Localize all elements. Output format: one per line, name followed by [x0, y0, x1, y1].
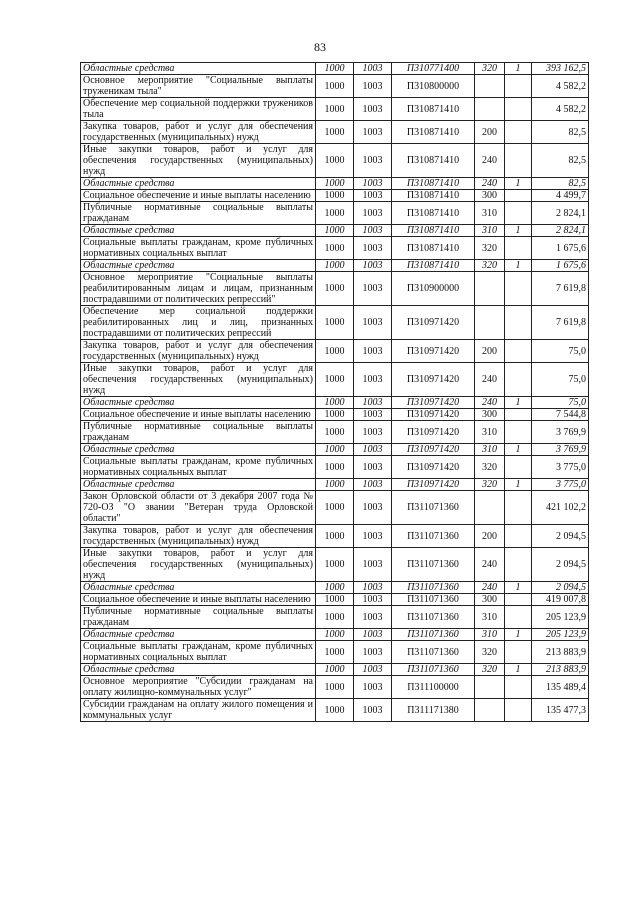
expense-type-cell	[475, 306, 505, 340]
target-article-cell: П311071360	[392, 641, 475, 664]
section-code-cell: 1000	[316, 306, 354, 340]
table-row	[81, 237, 589, 260]
amount-cell: 82,5	[532, 121, 589, 144]
table-row	[81, 606, 589, 629]
target-article-cell: П311071360	[392, 594, 475, 606]
item-name-cell: Областные средства	[81, 397, 316, 409]
expense-type-cell	[475, 699, 505, 722]
subsection-code-cell: 1003	[354, 525, 392, 548]
subsection-code-cell: 1003	[354, 190, 392, 202]
target-article-cell: П310871410	[392, 178, 475, 190]
target-article-cell: П311171380	[392, 699, 475, 722]
regional-funds-row	[81, 178, 589, 190]
funding-source-cell	[505, 606, 532, 629]
amount-cell: 1 675,6	[532, 237, 589, 260]
funding-source-cell	[505, 548, 532, 582]
item-name-cell: Публичные нормативные социальные выплаты гражданам	[81, 606, 316, 629]
item-name-cell: Субсидии гражданам на оплату жилого помещения и коммунальных услуг	[81, 699, 316, 722]
section-code-cell: 1000	[316, 594, 354, 606]
amount-cell: 75,0	[532, 340, 589, 363]
target-article-cell: П310971420	[392, 306, 475, 340]
expense-type-cell: 200	[475, 340, 505, 363]
section-code-cell: 1000	[316, 75, 354, 98]
target-article-cell: П311071360	[392, 548, 475, 582]
amount-cell: 82,5	[532, 144, 589, 178]
target-article-cell: П310871410	[392, 144, 475, 178]
expense-type-cell: 300	[475, 594, 505, 606]
budget-table-body	[81, 63, 589, 722]
subsection-code-cell: 1003	[354, 548, 392, 582]
funding-source-cell: 1	[505, 629, 532, 641]
expense-type-cell	[475, 491, 505, 525]
section-code-cell: 1000	[316, 444, 354, 456]
section-code-cell: 1000	[316, 525, 354, 548]
funding-source-cell: 1	[505, 178, 532, 190]
item-name-cell: Основное мероприятие "Социальные выплаты труженикам тыла"	[81, 75, 316, 98]
subsection-code-cell: 1003	[354, 121, 392, 144]
section-code-cell: 1000	[316, 676, 354, 699]
section-code-cell: 1000	[316, 409, 354, 421]
target-article-cell: П310871410	[392, 225, 475, 237]
expense-type-cell: 300	[475, 190, 505, 202]
amount-cell: 135 489,4	[532, 676, 589, 699]
item-name-cell: Социальное обеспечение и иные выплаты населению	[81, 594, 316, 606]
amount-cell: 205 123,9	[532, 606, 589, 629]
expense-type-cell: 310	[475, 225, 505, 237]
expense-type-cell: 310	[475, 444, 505, 456]
regional-funds-row	[81, 63, 589, 75]
regional-funds-row	[81, 479, 589, 491]
subsection-code-cell: 1003	[354, 479, 392, 491]
expense-type-cell: 310	[475, 629, 505, 641]
funding-source-cell: 1	[505, 225, 532, 237]
table-row	[81, 98, 589, 121]
target-article-cell: П310971420	[392, 397, 475, 409]
subsection-code-cell: 1003	[354, 421, 392, 444]
expense-type-cell: 320	[475, 63, 505, 75]
item-name-cell: Обеспечение мер социальной поддержки реабилитированных лиц и лиц, признанных пострадавшими от политических репрессий	[81, 306, 316, 340]
subsection-code-cell: 1003	[354, 594, 392, 606]
item-name-cell: Областные средства	[81, 582, 316, 594]
section-code-cell: 1000	[316, 178, 354, 190]
section-code-cell: 1000	[316, 548, 354, 582]
item-name-cell: Закупка товаров, работ и услуг для обеспечения государственных (муниципальных) нужд	[81, 525, 316, 548]
table-row	[81, 676, 589, 699]
amount-cell: 2 824,1	[532, 202, 589, 225]
subsection-code-cell: 1003	[354, 75, 392, 98]
subsection-code-cell: 1003	[354, 444, 392, 456]
subsection-code-cell: 1003	[354, 491, 392, 525]
target-article-cell: П310971420	[392, 340, 475, 363]
regional-funds-row	[81, 260, 589, 272]
amount-cell: 2 094,5	[532, 525, 589, 548]
funding-source-cell	[505, 641, 532, 664]
amount-cell: 419 007,8	[532, 594, 589, 606]
subsection-code-cell: 1003	[354, 225, 392, 237]
subsection-code-cell: 1003	[354, 606, 392, 629]
amount-cell: 1 675,6	[532, 260, 589, 272]
funding-source-cell	[505, 525, 532, 548]
expense-type-cell: 240	[475, 178, 505, 190]
target-article-cell: П310971420	[392, 479, 475, 491]
section-code-cell: 1000	[316, 225, 354, 237]
table-row	[81, 699, 589, 722]
subsection-code-cell: 1003	[354, 306, 392, 340]
section-code-cell: 1000	[316, 260, 354, 272]
expense-type-cell: 320	[475, 664, 505, 676]
table-row	[81, 421, 589, 444]
target-article-cell: П310871410	[392, 237, 475, 260]
amount-cell: 421 102,2	[532, 491, 589, 525]
target-article-cell: П310971420	[392, 456, 475, 479]
target-article-cell: П310871410	[392, 260, 475, 272]
subsection-code-cell: 1003	[354, 202, 392, 225]
subsection-code-cell: 1003	[354, 237, 392, 260]
amount-cell: 7 619,8	[532, 306, 589, 340]
table-row	[81, 641, 589, 664]
table-row	[81, 525, 589, 548]
item-name-cell: Областные средства	[81, 63, 316, 75]
amount-cell: 2 094,5	[532, 582, 589, 594]
subsection-code-cell: 1003	[354, 456, 392, 479]
funding-source-cell	[505, 144, 532, 178]
expense-type-cell: 310	[475, 606, 505, 629]
subsection-code-cell: 1003	[354, 260, 392, 272]
funding-source-cell: 1	[505, 63, 532, 75]
funding-source-cell	[505, 121, 532, 144]
section-code-cell: 1000	[316, 272, 354, 306]
item-name-cell: Областные средства	[81, 444, 316, 456]
expense-type-cell: 240	[475, 548, 505, 582]
subsection-code-cell: 1003	[354, 340, 392, 363]
amount-cell: 393 162,5	[532, 63, 589, 75]
table-row	[81, 272, 589, 306]
subsection-code-cell: 1003	[354, 363, 392, 397]
item-name-cell: Иные закупки товаров, работ и услуг для обеспечения государственных (муниципальных) нужд	[81, 144, 316, 178]
expense-type-cell: 320	[475, 641, 505, 664]
funding-source-cell	[505, 363, 532, 397]
regional-funds-row	[81, 444, 589, 456]
item-name-cell: Областные средства	[81, 260, 316, 272]
funding-source-cell	[505, 491, 532, 525]
table-row	[81, 202, 589, 225]
item-name-cell: Областные средства	[81, 664, 316, 676]
funding-source-cell	[505, 306, 532, 340]
target-article-cell: П310771400	[392, 63, 475, 75]
table-row	[81, 456, 589, 479]
section-code-cell: 1000	[316, 629, 354, 641]
funding-source-cell	[505, 409, 532, 421]
expense-type-cell: 240	[475, 144, 505, 178]
amount-cell: 7 544,8	[532, 409, 589, 421]
table-row	[81, 340, 589, 363]
target-article-cell: П310871410	[392, 98, 475, 121]
target-article-cell: П310971420	[392, 421, 475, 444]
table-row	[81, 144, 589, 178]
item-name-cell: Обеспечение мер социальной поддержки тружеников тыла	[81, 98, 316, 121]
section-code-cell: 1000	[316, 479, 354, 491]
item-name-cell: Областные средства	[81, 225, 316, 237]
section-code-cell: 1000	[316, 491, 354, 525]
section-code-cell: 1000	[316, 699, 354, 722]
funding-source-cell	[505, 340, 532, 363]
section-code-cell: 1000	[316, 237, 354, 260]
expense-type-cell: 300	[475, 409, 505, 421]
regional-funds-row	[81, 629, 589, 641]
target-article-cell: П310900000	[392, 272, 475, 306]
section-code-cell: 1000	[316, 582, 354, 594]
table-row	[81, 548, 589, 582]
regional-funds-row	[81, 397, 589, 409]
amount-cell: 2 094,5	[532, 548, 589, 582]
funding-source-cell: 1	[505, 479, 532, 491]
funding-source-cell: 1	[505, 397, 532, 409]
subsection-code-cell: 1003	[354, 409, 392, 421]
target-article-cell: П311071360	[392, 629, 475, 641]
funding-source-cell	[505, 676, 532, 699]
regional-funds-row	[81, 582, 589, 594]
funding-source-cell	[505, 237, 532, 260]
funding-source-cell: 1	[505, 582, 532, 594]
item-name-cell: Социальные выплаты гражданам, кроме публичных нормативных социальных выплат	[81, 237, 316, 260]
section-code-cell: 1000	[316, 664, 354, 676]
amount-cell: 205 123,9	[532, 629, 589, 641]
section-code-cell: 1000	[316, 190, 354, 202]
target-article-cell: П311071360	[392, 525, 475, 548]
funding-source-cell	[505, 190, 532, 202]
expense-type-cell: 310	[475, 202, 505, 225]
item-name-cell: Областные средства	[81, 479, 316, 491]
item-name-cell: Закупка товаров, работ и услуг для обеспечения государственных (муниципальных) нужд	[81, 121, 316, 144]
item-name-cell: Социальные выплаты гражданам, кроме публичных нормативных социальных выплат	[81, 456, 316, 479]
amount-cell: 82,5	[532, 178, 589, 190]
section-code-cell: 1000	[316, 456, 354, 479]
funding-source-cell: 1	[505, 444, 532, 456]
budget-table	[80, 62, 589, 722]
target-article-cell: П311071360	[392, 582, 475, 594]
subsection-code-cell: 1003	[354, 63, 392, 75]
section-code-cell: 1000	[316, 606, 354, 629]
subsection-code-cell: 1003	[354, 144, 392, 178]
regional-funds-row	[81, 225, 589, 237]
target-article-cell: П310871410	[392, 202, 475, 225]
funding-source-cell	[505, 456, 532, 479]
expense-type-cell: 200	[475, 121, 505, 144]
target-article-cell: П310971420	[392, 409, 475, 421]
amount-cell: 3 769,9	[532, 421, 589, 444]
expense-type-cell: 200	[475, 525, 505, 548]
item-name-cell: Публичные нормативные социальные выплаты гражданам	[81, 421, 316, 444]
target-article-cell: П310800000	[392, 75, 475, 98]
target-article-cell: П311071360	[392, 491, 475, 525]
item-name-cell: Социальное обеспечение и иные выплаты населению	[81, 190, 316, 202]
amount-cell: 75,0	[532, 397, 589, 409]
amount-cell: 4 499,7	[532, 190, 589, 202]
amount-cell: 213 883,9	[532, 664, 589, 676]
expense-type-cell: 310	[475, 421, 505, 444]
expense-type-cell	[475, 676, 505, 699]
subsection-code-cell: 1003	[354, 582, 392, 594]
funding-source-cell	[505, 98, 532, 121]
funding-source-cell	[505, 202, 532, 225]
item-name-cell: Социальное обеспечение и иные выплаты населению	[81, 409, 316, 421]
amount-cell: 3 769,9	[532, 444, 589, 456]
section-code-cell: 1000	[316, 121, 354, 144]
section-code-cell: 1000	[316, 397, 354, 409]
section-code-cell: 1000	[316, 63, 354, 75]
target-article-cell: П310971420	[392, 444, 475, 456]
expense-type-cell: 240	[475, 397, 505, 409]
section-code-cell: 1000	[316, 363, 354, 397]
section-code-cell: 1000	[316, 340, 354, 363]
amount-cell: 7 619,8	[532, 272, 589, 306]
table-row	[81, 306, 589, 340]
expense-type-cell: 320	[475, 260, 505, 272]
amount-cell: 4 582,2	[532, 75, 589, 98]
amount-cell: 2 824,1	[532, 225, 589, 237]
target-article-cell: П310871410	[392, 190, 475, 202]
section-code-cell: 1000	[316, 144, 354, 178]
expense-type-cell	[475, 75, 505, 98]
subsection-code-cell: 1003	[354, 397, 392, 409]
table-row	[81, 190, 589, 202]
funding-source-cell	[505, 421, 532, 444]
item-name-cell: Закупка товаров, работ и услуг для обеспечения государственных (муниципальных) нужд	[81, 340, 316, 363]
expense-type-cell	[475, 98, 505, 121]
funding-source-cell	[505, 75, 532, 98]
amount-cell: 135 477,3	[532, 699, 589, 722]
subsection-code-cell: 1003	[354, 98, 392, 121]
expense-type-cell: 320	[475, 456, 505, 479]
funding-source-cell	[505, 594, 532, 606]
item-name-cell: Областные средства	[81, 178, 316, 190]
funding-source-cell	[505, 699, 532, 722]
target-article-cell: П310871410	[392, 121, 475, 144]
section-code-cell: 1000	[316, 641, 354, 664]
item-name-cell: Публичные нормативные социальные выплаты гражданам	[81, 202, 316, 225]
subsection-code-cell: 1003	[354, 629, 392, 641]
section-code-cell: 1000	[316, 202, 354, 225]
item-name-cell: Социальные выплаты гражданам, кроме публичных нормативных социальных выплат	[81, 641, 316, 664]
target-article-cell: П311100000	[392, 676, 475, 699]
subsection-code-cell: 1003	[354, 664, 392, 676]
section-code-cell: 1000	[316, 98, 354, 121]
amount-cell: 3 775,0	[532, 479, 589, 491]
funding-source-cell: 1	[505, 664, 532, 676]
amount-cell: 75,0	[532, 363, 589, 397]
target-article-cell: П311071360	[392, 664, 475, 676]
subsection-code-cell: 1003	[354, 699, 392, 722]
table-row	[81, 121, 589, 144]
item-name-cell: Областные средства	[81, 629, 316, 641]
item-name-cell: Иные закупки товаров, работ и услуг для обеспечения государственных (муниципальных) нужд	[81, 363, 316, 397]
amount-cell: 4 582,2	[532, 98, 589, 121]
expense-type-cell: 320	[475, 237, 505, 260]
item-name-cell: Основное мероприятие "Социальные выплаты реабилитированным лицам и лицам, признанным пострадавшими от политических репрессий"	[81, 272, 316, 306]
table-row	[81, 409, 589, 421]
table-row	[81, 594, 589, 606]
amount-cell: 3 775,0	[532, 456, 589, 479]
target-article-cell: П310971420	[392, 363, 475, 397]
expense-type-cell: 320	[475, 479, 505, 491]
subsection-code-cell: 1003	[354, 676, 392, 699]
target-article-cell: П311071360	[392, 606, 475, 629]
amount-cell: 213 883,9	[532, 641, 589, 664]
section-code-cell: 1000	[316, 421, 354, 444]
item-name-cell: Иные закупки товаров, работ и услуг для обеспечения государственных (муниципальных) нужд	[81, 548, 316, 582]
item-name-cell: Основное мероприятие "Субсидии гражданам на оплату жилищно-коммунальных услуг"	[81, 676, 316, 699]
funding-source-cell	[505, 272, 532, 306]
expense-type-cell: 240	[475, 582, 505, 594]
expense-type-cell: 240	[475, 363, 505, 397]
regional-funds-row	[81, 664, 589, 676]
table-row	[81, 363, 589, 397]
subsection-code-cell: 1003	[354, 272, 392, 306]
page-number: 83	[314, 40, 326, 54]
table-row	[81, 75, 589, 98]
table-row	[81, 491, 589, 525]
funding-source-cell: 1	[505, 260, 532, 272]
subsection-code-cell: 1003	[354, 178, 392, 190]
subsection-code-cell: 1003	[354, 641, 392, 664]
item-name-cell: Закон Орловской области от 3 декабря 2007 года № 720-ОЗ "О звании "Ветеран труда Орловской области"	[81, 491, 316, 525]
expense-type-cell	[475, 272, 505, 306]
